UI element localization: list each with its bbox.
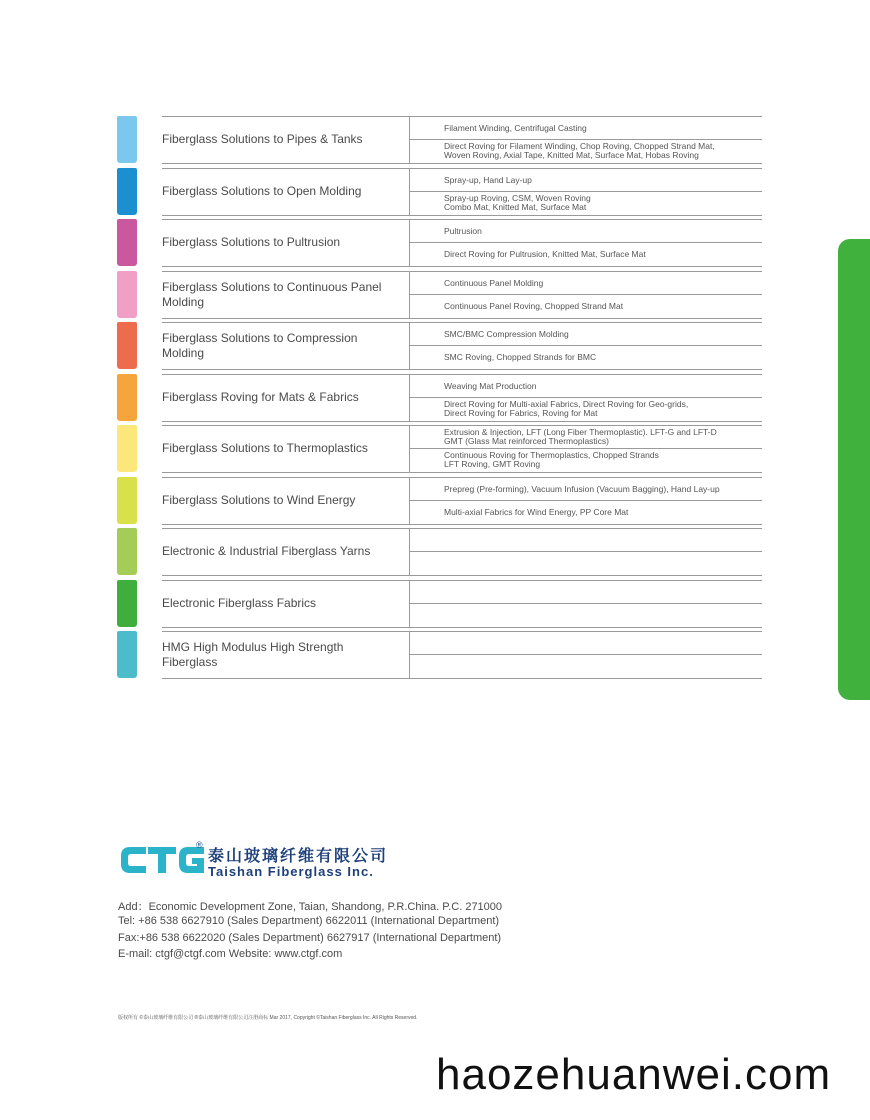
category-label: Electronic & Industrial Fiberglass Yarns xyxy=(162,544,371,558)
email-link[interactable]: ctgf@ctgf.com xyxy=(155,948,226,960)
ctg-logo xyxy=(118,843,208,877)
table-rule xyxy=(409,654,762,655)
products-cell xyxy=(444,656,768,676)
table-rule xyxy=(409,242,762,243)
side-tab xyxy=(838,239,870,700)
table-rule xyxy=(162,318,762,319)
color-swatch xyxy=(117,528,137,575)
category-label: Fiberglass Solutions to Continuous Panel Molding xyxy=(162,279,382,309)
table-row xyxy=(0,322,870,369)
process-cell: Filament Winding, Centrifugal Casting xyxy=(444,122,587,133)
table-rule xyxy=(409,345,762,346)
table-rule xyxy=(162,524,762,525)
category-label: Fiberglass Solutions to Compression Molding xyxy=(162,330,358,360)
copyright-notice: 版权所有 ©泰山玻璃纤维有限公司 ®泰山玻璃纤维有限公司注册商标 Mar 2017, Copyright ©Taishan Fiberglass Inc. All Rights Reserved. xyxy=(118,1015,418,1021)
table-row xyxy=(0,425,870,472)
process-cell xyxy=(444,634,768,652)
registered-mark: ® xyxy=(196,840,203,850)
products-cell: SMC Roving, Chopped Strands for BMC xyxy=(444,351,597,362)
products-cell: Multi-axial Fabrics for Wind Energy, PP Core Mat xyxy=(444,506,629,517)
process-cell: Spray-up, Hand Lay-up xyxy=(444,174,532,185)
category-label: Fiberglass Solutions to Pultrusion xyxy=(162,235,341,249)
process-cell: Prepreg (Pre-forming), Vacuum Infusion (Vacuum Bagging), Hand Lay-up xyxy=(444,483,720,494)
products-cell: Direct Roving for Filament Winding, Chop Roving, Chopped Strand Mat, Woven Roving, Axial Tape, Knitted Mat, Surface Mat, Hobas Roving xyxy=(444,141,715,160)
company-name-cn: 泰山玻璃纤维有限公司 xyxy=(208,848,389,865)
table-rule xyxy=(162,627,762,628)
watermark: haozehuanwei.com xyxy=(436,1050,832,1099)
color-swatch xyxy=(117,425,137,472)
table-rule xyxy=(409,191,762,192)
table-row xyxy=(0,116,870,163)
color-swatch xyxy=(117,374,137,421)
table-row xyxy=(0,631,870,678)
table-rule xyxy=(162,266,762,267)
table-row xyxy=(0,580,870,627)
table-rule xyxy=(162,421,762,422)
process-cell: Extrusion & Injection, LFT (Long Fiber Thermoplastic). LFT-G and LFT-D GMT (Glass Mat reinforced Thermoplastics) xyxy=(444,427,717,446)
process-cell: SMC/BMC Compression Molding xyxy=(444,328,569,339)
table-rule xyxy=(162,369,762,370)
category-label: Fiberglass Solutions to Wind Energy xyxy=(162,493,356,507)
color-swatch xyxy=(117,168,137,215)
website-link[interactable]: www.ctgf.com xyxy=(274,948,343,960)
category-label: Fiberglass Solutions to Pipes & Tanks xyxy=(162,132,363,146)
color-swatch xyxy=(117,477,137,524)
category-label: HMG High Modulus High Strength Fiberglass xyxy=(162,639,344,669)
color-swatch xyxy=(117,271,137,318)
products-cell: Spray-up Roving, CSM, Woven Roving Combo Mat, Knitted Mat, Surface Mat xyxy=(444,193,591,212)
products-cell: Direct Roving for Pultrusion, Knitted Mat, Surface Mat xyxy=(444,248,646,259)
process-cell: Pultrusion xyxy=(444,225,482,236)
fax: Fax:+86 538 6622020 (Sales Department) 6627917 (International Department) xyxy=(118,932,502,944)
table-rule xyxy=(162,215,762,216)
category-label: Electronic Fiberglass Fabrics xyxy=(162,596,317,610)
table-rule xyxy=(409,448,762,449)
process-cell: Weaving Mat Production xyxy=(444,380,537,391)
process-cell xyxy=(444,531,768,549)
category-label: Fiberglass Roving for Mats & Fabrics xyxy=(162,390,359,404)
color-swatch xyxy=(117,631,137,678)
table-rule xyxy=(162,163,762,164)
table-rule xyxy=(409,294,762,295)
color-swatch xyxy=(117,580,137,627)
color-swatch xyxy=(117,116,137,163)
table-rule xyxy=(162,678,762,679)
company-name-en: Taishan Fiberglass Inc. xyxy=(208,864,374,879)
table-rule xyxy=(409,397,762,398)
table-rule xyxy=(162,472,762,473)
color-swatch xyxy=(117,219,137,266)
table-rule xyxy=(162,575,762,576)
products-cell: Continuous Roving for Thermoplastics, Chopped Strands LFT Roving, GMT Roving xyxy=(444,450,659,469)
products-cell: Direct Roving for Multi-axial Fabrics, Direct Roving for Geo-grids, Direct Roving for Fabrics, Roving for Mat xyxy=(444,399,689,418)
category-label: Fiberglass Solutions to Thermoplastics xyxy=(162,441,368,455)
process-cell: Continuous Panel Molding xyxy=(444,277,544,288)
table-rule xyxy=(409,603,762,604)
table-row xyxy=(0,168,870,215)
category-label: Fiberglass Solutions to Open Molding xyxy=(162,184,362,198)
table-rule xyxy=(409,500,762,501)
table-row xyxy=(0,528,870,575)
table-row xyxy=(0,271,870,318)
products-cell: Continuous Panel Roving, Chopped Strand Mat xyxy=(444,300,624,311)
table-rule xyxy=(409,139,762,140)
email-website: E-mail: ctgf@ctgf.com Website: www.ctgf.com xyxy=(118,948,343,960)
table-rule xyxy=(409,551,762,552)
table-row xyxy=(0,374,870,421)
address: Add：Economic Development Zone, Taian, Shandong, P.R.China. P.C. 271000 xyxy=(118,901,503,913)
products-cell xyxy=(444,605,768,625)
table-row xyxy=(0,477,870,524)
telephone: Tel: +86 538 6627910 (Sales Department) 6622011 (International Department) xyxy=(118,915,500,927)
products-cell xyxy=(444,553,768,573)
color-swatch xyxy=(117,322,137,369)
table-row xyxy=(0,219,870,266)
process-cell xyxy=(444,583,768,601)
